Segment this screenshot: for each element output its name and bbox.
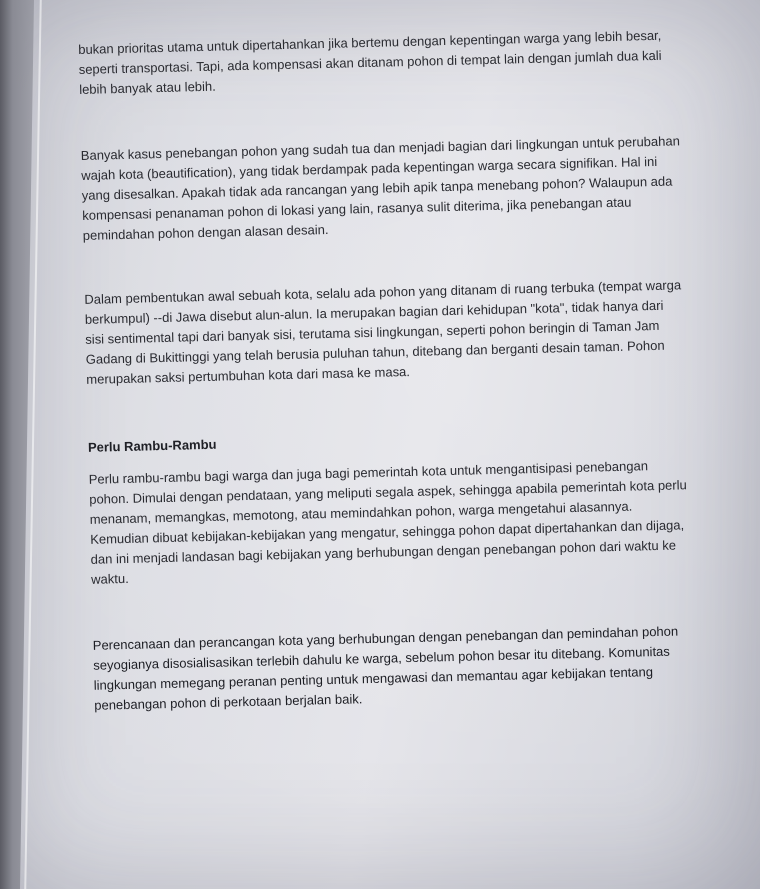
page-edge-shadow (0, 0, 70, 889)
paragraph-guidelines: Perlu rambu-rambu bagi warga dan juga bagi pemerintah kota untuk mengantisipasi penebangan pohon. Dimulai dengan pendataan, yang meliputi segala aspek, sehingga apabila pemerintah kota perlu menanam, memangkas, memotong, atau memindahkan pohon, warga mengetahui alasannya. Kemudian dibuat kebijakan-kebijakan yang mengatur, sehingga pohon dapat dipertahankan dan dijaga, dan ini menjadi landasan bagi kebijakan yang berhubungan dengan penebangan pohon dari waktu ke waktu. (88, 458, 687, 587)
paragraph-planning: Perencanaan dan perancangan kota yang berhubungan dengan penebangan dan pemindahan pohon seyogianya disosialisasikan terlebih dahulu ke warga, sebelum pohon besar itu ditebang. Komunitas lingkungan memegang peranan penting untuk mengawasi dan memantau agar kebijakan tentang penebangan pohon di perkotaan berjalan baik. (92, 623, 679, 713)
paragraph-city-formation: Dalam pembentukan awal sebuah kota, selalu ada pohon yang ditanam di ruang terbuka (tempat warga berkumpul) --di Jawa disebut alun-alun. Ia merupakan bagian dari kehidupan "kota", tidak hanya dari sisi sentimental tapi dari banyak sisi, terutama sisi lingkungan, seperti pohon beringin di Taman Jam Gadang di Bukittinggi yang telah berusia puluhan tahun, ditebang dan berganti desain taman. Pohon merupakan saksi pertumbuhan kota dari masa ke masa. (84, 277, 682, 387)
document-body (78, 25, 694, 715)
paragraph-beautification: Banyak kasus penebangan pohon yang sudah tua dan menjadi bagian dari lingkungan untuk perubahan wajah kota (beautification), yang tidak berdampak pada kepentingan warga secara signifikan. Hal ini yang disesalkan. Apakah tidak ada rancangan yang lebih apik tanpa menebang pohon? Walaupun ada kompensasi penanaman pohon di lokasi yang lain, rasanya sulit diterima, jika penebangan atau pemindahan pohon dengan alasan desain. (80, 133, 681, 243)
paragraph-continuation: bukan prioritas utama untuk dipertahankan jika bertemu dengan kepentingan warga yang lebih besar, seperti transportasi. Tapi, ada kompensasi akan ditanam pohon di tempat lain dengan jumlah dua kali lebih banyak atau lebih. (78, 27, 662, 97)
section-heading: Perlu Rambu-Rambu (87, 436, 217, 455)
